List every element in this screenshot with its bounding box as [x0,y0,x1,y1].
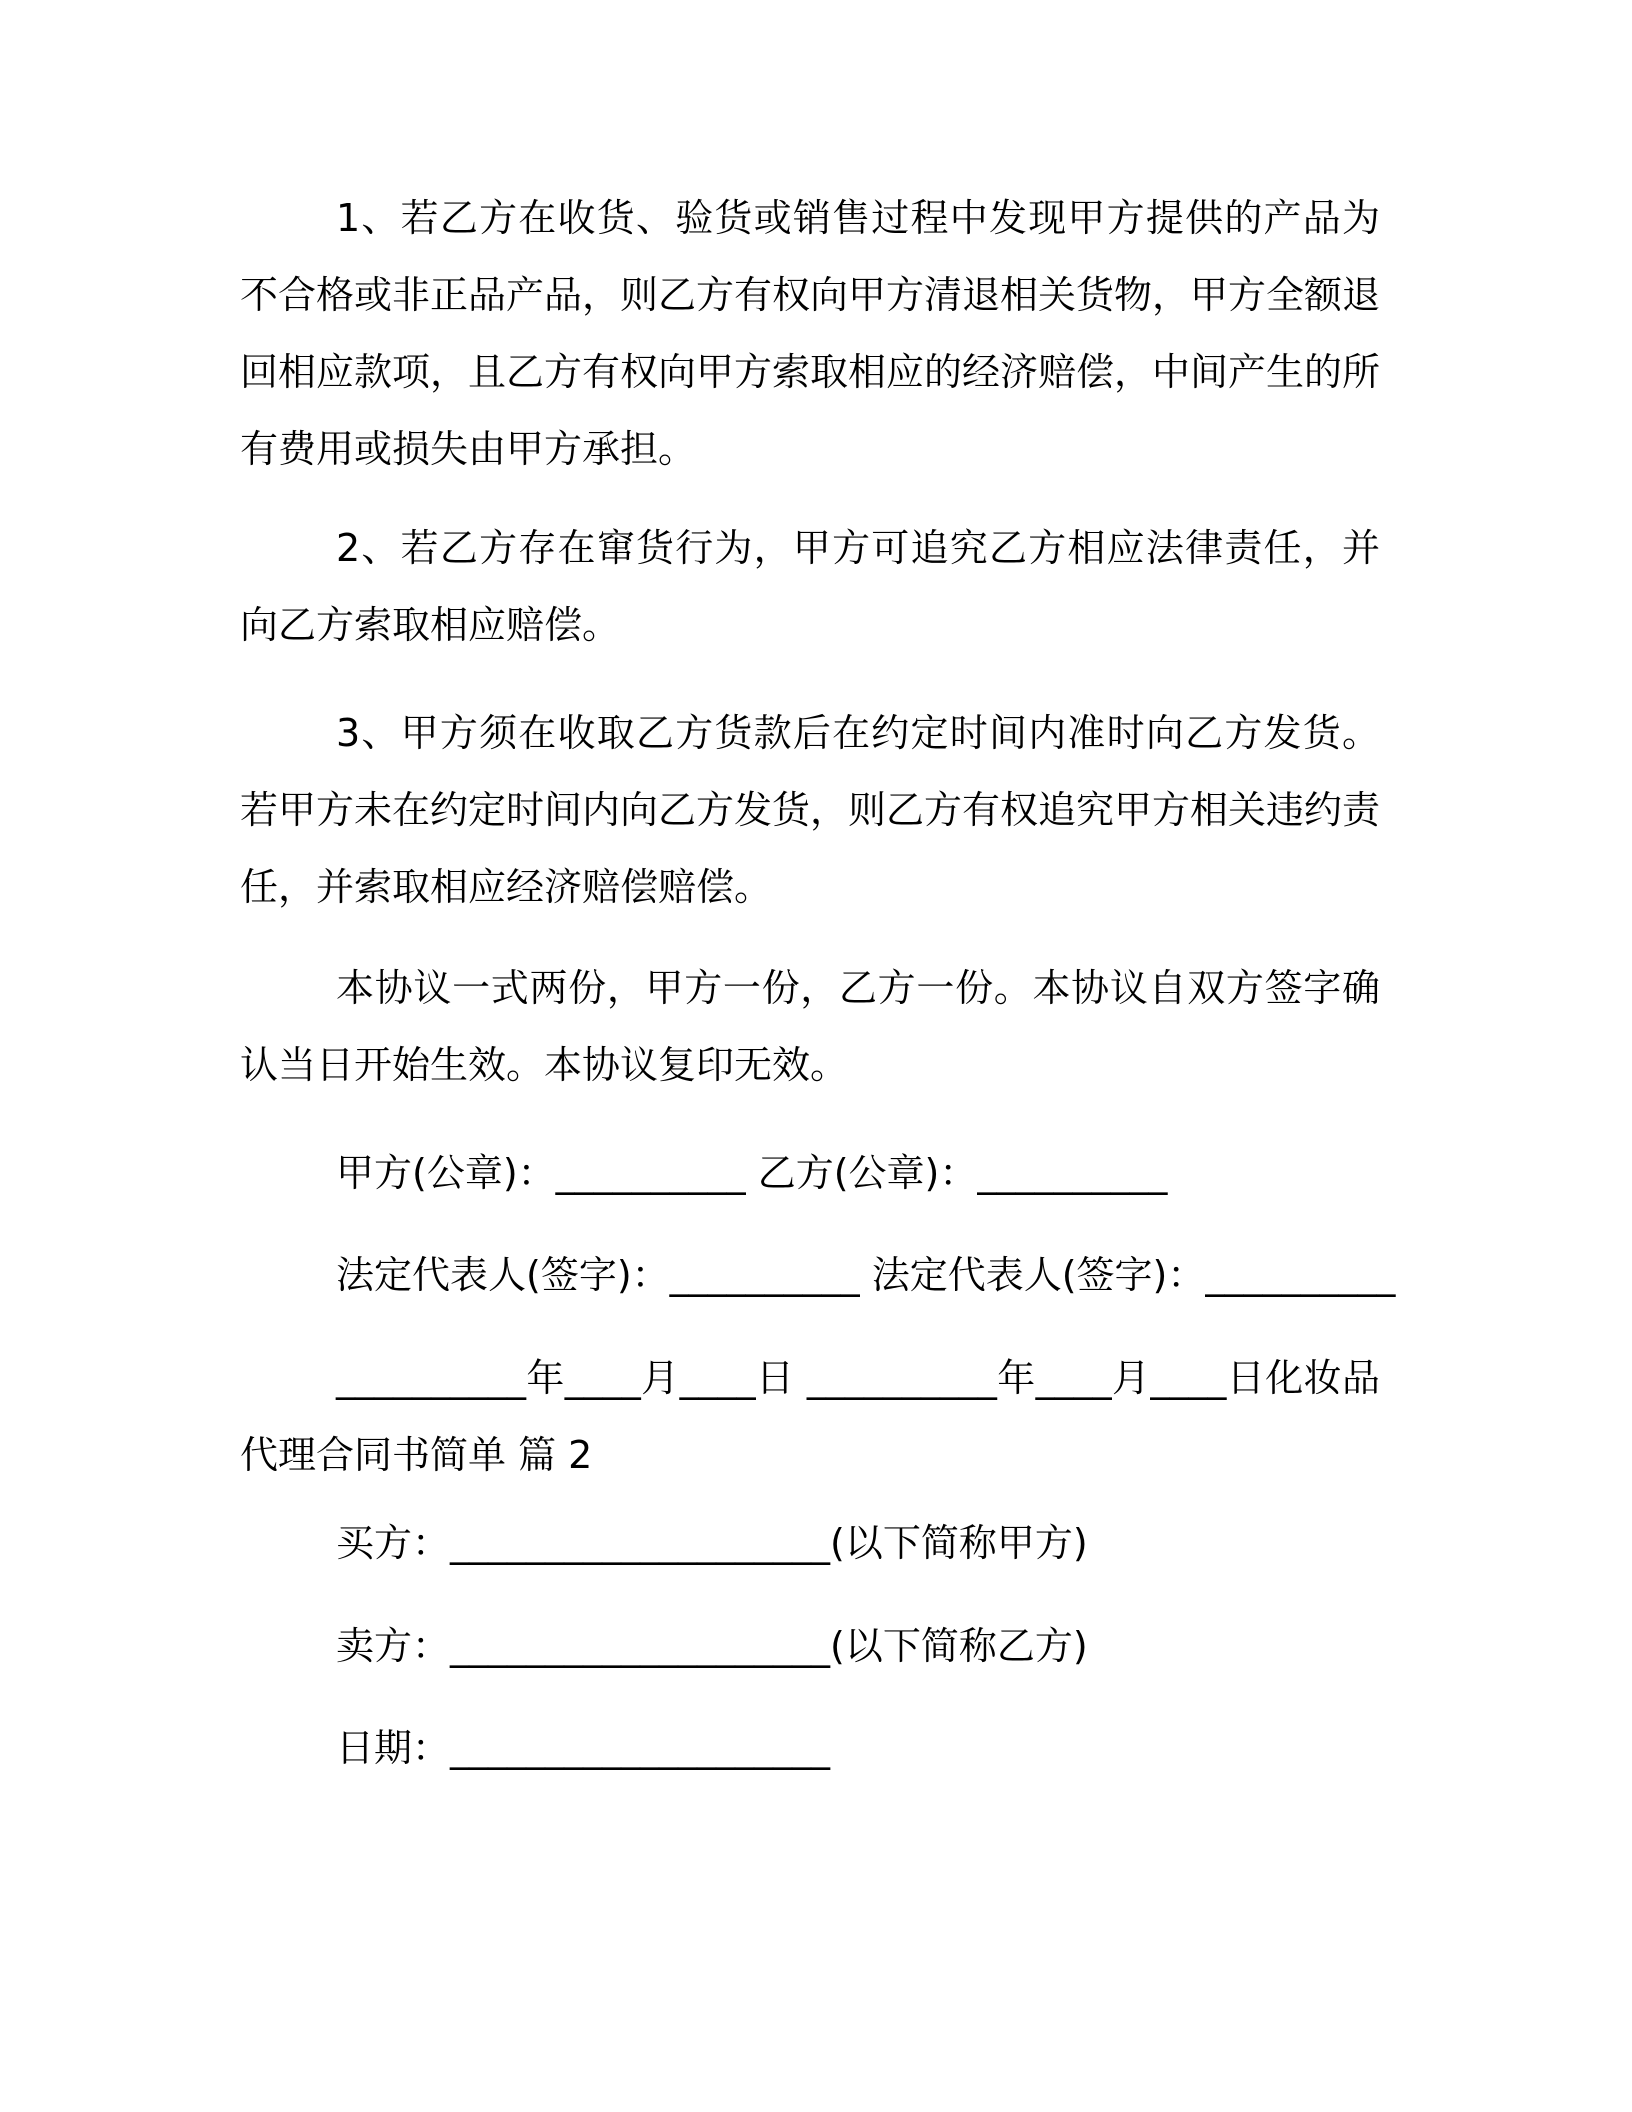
representative-line: 法定代表人(签字)：__________ 法定代表人(签字)：__________ [336,1253,1396,1297]
seller-line: 卖方：____________________(以下简称乙方) [336,1624,1088,1668]
date-and-heading: __________年____月____日 __________年____月____日化妆品代理合同书简单 篇 2 [240,1356,1380,1477]
clause-2: 2、若乙方存在窜货行为，甲方可追究乙方相应法律责任，并向乙方索取相应赔偿。 [240,526,1380,647]
seal-line: 甲方(公章)：__________ 乙方(公章)：__________ [336,1151,1168,1195]
date-line: 日期：____________________ [336,1726,831,1770]
clause-1: 1、若乙方在收货、验货或销售过程中发现甲方提供的产品为不合格或非正品产品，则乙方有权向甲方清退相关货物，甲方全额退回相应款项，且乙方有权向甲方索取相应的经济赔偿，中间产生的所有费用或损失由甲方承担。 [240,196,1381,471]
clause-3: 3、甲方须在收取乙方货款后在约定时间内准时向乙方发货。若甲方未在约定时间内向乙方发货，则乙方有权追究甲方相关违约责任，并索取相应经济赔偿赔偿。 [240,711,1381,909]
validity-clause: 本协议一式两份，甲方一份，乙方一份。本协议自双方签字确认当日开始生效。本协议复印无效。 [240,966,1380,1087]
buyer-line: 买方：____________________(以下简称甲方) [336,1521,1088,1565]
